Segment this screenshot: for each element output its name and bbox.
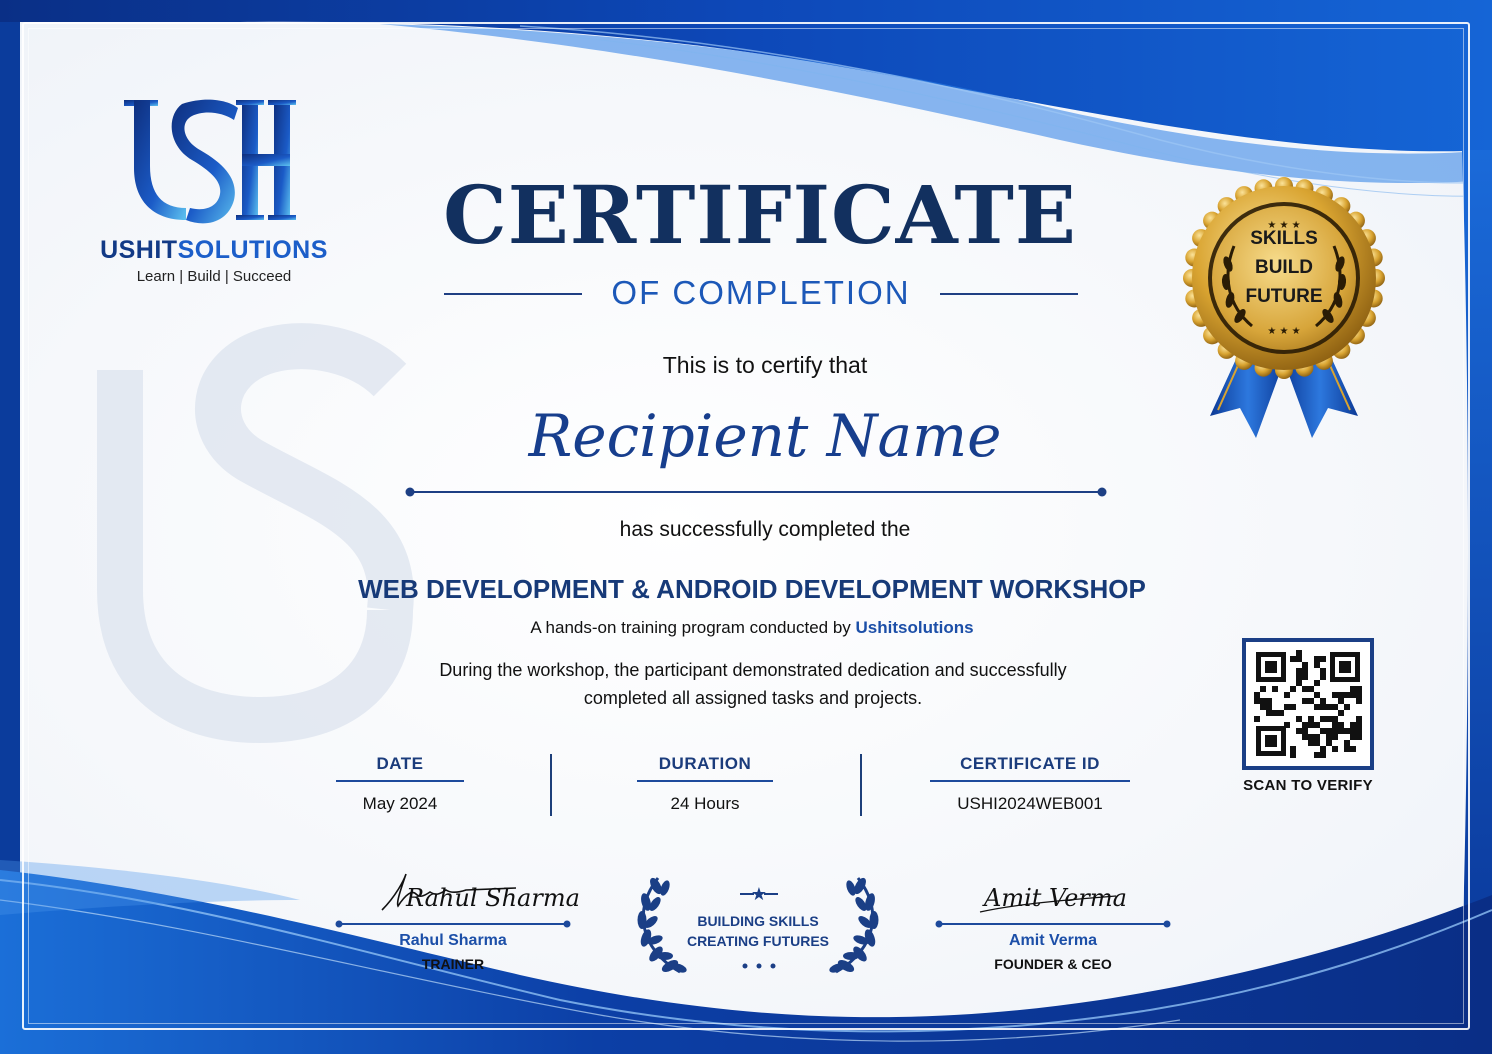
gold-award-seal-icon bbox=[1182, 176, 1386, 446]
description-line1: During the workshop, the participant demonstrated dedication and successfully bbox=[439, 660, 1067, 680]
subtitle-row bbox=[444, 272, 1078, 316]
conducted-org: Ushitsolutions bbox=[855, 618, 974, 637]
detail-underline bbox=[930, 780, 1130, 782]
certify-text: This is to certify that bbox=[662, 352, 868, 378]
trainer-signature bbox=[376, 866, 580, 922]
scan-to-verify-label: SCAN TO VERIFY bbox=[1243, 777, 1373, 794]
brand-name-part2: SOLUTIONS bbox=[177, 236, 328, 264]
svg-text:★ ★ ★: ★ ★ ★ bbox=[1267, 326, 1301, 337]
detail-duration bbox=[630, 754, 780, 814]
subtitle-divider-right bbox=[940, 293, 1078, 295]
brand-name-part1: USHIT bbox=[100, 236, 178, 264]
detail-certificate-id bbox=[920, 754, 1140, 814]
founder-signature bbox=[976, 866, 1126, 922]
detail-label: DURATION bbox=[658, 754, 752, 773]
detail-separator bbox=[860, 754, 862, 816]
emblem-line1: BUILDING SKILLS bbox=[697, 913, 819, 929]
description bbox=[340, 656, 1166, 712]
certificate-title: CERTIFICATE bbox=[443, 168, 1077, 262]
conducted-by-text bbox=[380, 618, 1124, 638]
trainer-signature-line bbox=[334, 918, 572, 930]
svg-text:Rahul Sharma: Rahul Sharma bbox=[406, 884, 580, 912]
detail-underline bbox=[637, 780, 773, 782]
detail-label: CERTIFICATE ID bbox=[960, 754, 1100, 773]
certificate-subtitle: OF COMPLETION bbox=[611, 274, 911, 311]
svg-text:★: ★ bbox=[750, 884, 768, 905]
detail-date bbox=[330, 754, 470, 814]
conducted-prefix: A hands-on training program conducted by bbox=[530, 618, 851, 637]
ush-monogram-icon bbox=[96, 96, 336, 296]
detail-separator bbox=[550, 754, 552, 816]
svg-text:Amit Verma: Amit Verma bbox=[984, 884, 1127, 912]
detail-value: May 2024 bbox=[362, 794, 438, 813]
detail-value: USHI2024WEB001 bbox=[957, 794, 1103, 813]
svg-text:★ ★ ★: ★ ★ ★ bbox=[1267, 220, 1301, 231]
qr-code-icon[interactable] bbox=[1244, 640, 1372, 768]
seal-line1: SKILLS bbox=[1250, 228, 1318, 249]
seal-line2: BUILD bbox=[1254, 257, 1314, 278]
brand-tagline: Learn | Build | Succeed bbox=[136, 268, 292, 285]
subtitle-divider-left bbox=[444, 293, 582, 295]
founder-name: Amit Verma bbox=[1008, 932, 1098, 949]
recipient-name: Recipient Name bbox=[528, 402, 1002, 470]
seal-text bbox=[1222, 224, 1346, 311]
emblem-text bbox=[664, 911, 852, 951]
course-title: WEB DEVELOPMENT & ANDROID DEVELOPMENT WORKSHOP bbox=[358, 574, 1146, 604]
brand-name bbox=[96, 236, 332, 265]
seal-line3: FUTURE bbox=[1245, 286, 1323, 307]
detail-underline bbox=[336, 780, 464, 782]
trainer-role: TRAINER bbox=[421, 956, 485, 972]
detail-label: DATE bbox=[376, 754, 424, 773]
founder-signature-line bbox=[934, 918, 1172, 930]
detail-value: 24 Hours bbox=[670, 794, 740, 813]
recipient-underline bbox=[404, 484, 1108, 500]
trainer-name: Rahul Sharma bbox=[399, 932, 507, 949]
completed-text: has successfully completed the bbox=[619, 518, 911, 541]
description-line2: completed all assigned tasks and projects. bbox=[583, 688, 923, 708]
emblem-line2: CREATING FUTURES bbox=[686, 933, 830, 949]
founder-role: FOUNDER & CEO bbox=[994, 956, 1112, 972]
